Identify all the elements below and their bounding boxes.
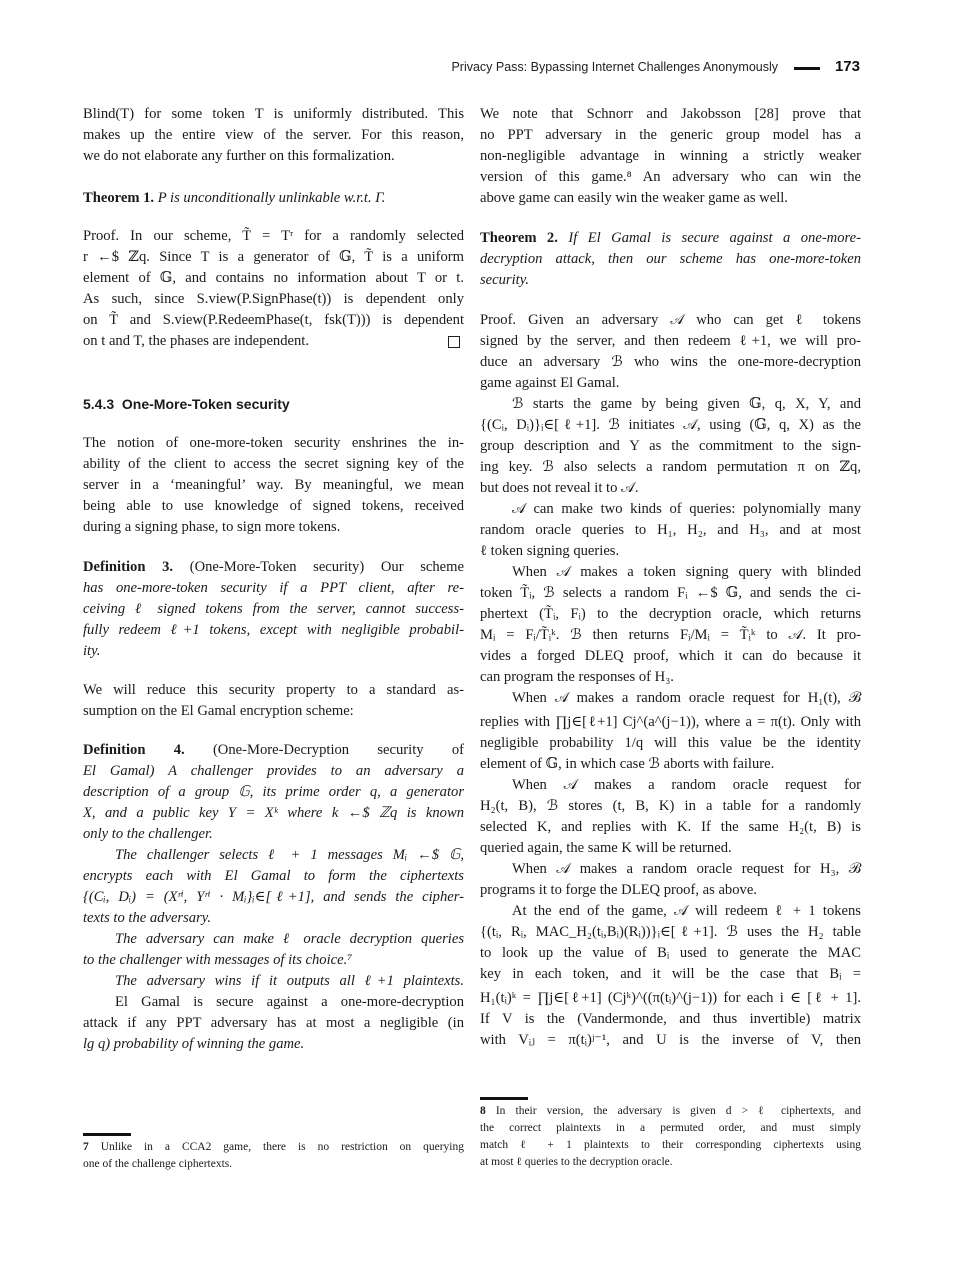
proof-line: programs it to forge the DLEQ proof, as above. bbox=[480, 882, 757, 898]
definition-line: only to the challenger. bbox=[83, 826, 213, 842]
text-line: Blind(T) for some token T is uniformly distributed. This bbox=[83, 106, 464, 122]
proof-line: element of 𝔾, in which case ℬ aborts with failure. bbox=[480, 756, 775, 772]
theorem-line: decryption attack, then our scheme has one-more-token bbox=[480, 251, 861, 267]
proof-line: When 𝒜 makes a token signing query with blinded bbox=[512, 564, 861, 580]
proof-line: selected K, and replies with K. If the same H₂(t, B) is bbox=[480, 819, 861, 835]
text-line: during a signing phase, to sign more tokens. bbox=[83, 519, 341, 535]
proof-line: Mᵢ = Fᵢ/T̃ᵢᵏ. ℬ then returns Fᵢ/Mᵢ = T̃ᵢᵏ to 𝒜. It pro- bbox=[480, 627, 861, 643]
theorem-line: security. bbox=[480, 272, 530, 288]
definition-line: The adversary wins if it outputs all ℓ+1 plaintexts. bbox=[115, 973, 464, 989]
definition-line: encrypts each with El Gamal to form the ciphertexts bbox=[83, 868, 464, 884]
text-line: ability of the client to access the secret signing key of the bbox=[83, 456, 464, 472]
proof-line: signed by the server, and then redeem ℓ+1, we will pro- bbox=[480, 333, 861, 349]
proof-line: game against El Gamal. bbox=[480, 375, 620, 391]
definition-4-label: Definition 4. bbox=[83, 742, 185, 758]
footnote-7-line bbox=[83, 1139, 464, 1156]
definition-line: description of a group 𝔾, its prime order q, a generator bbox=[83, 784, 464, 800]
theorem-line: If El Gamal is secure against a one-more- bbox=[568, 230, 861, 246]
proof-line: phertext (T̃ᵢ, Fᵢ) to the decryption oracle, which returns bbox=[480, 606, 861, 622]
proof-line: on T̃ and S.view(P.RedeemPhase(t, fsk(T))) is dependent bbox=[83, 312, 464, 328]
definition-line: The adversary can make ℓ oracle decryption queries bbox=[115, 931, 464, 947]
proof-line: When 𝒜 makes a random oracle request for H₁(t), ℬ bbox=[512, 690, 861, 706]
footnote-8-line bbox=[480, 1103, 861, 1120]
footnote-text: one of the challenge ciphertexts. bbox=[83, 1158, 233, 1170]
section-title: One-More-Token security bbox=[121, 396, 290, 412]
proof-line: When 𝒜 makes a random oracle request for bbox=[512, 777, 861, 793]
proof-line: H₂(t, B), ℬ stores (t, B, K) in a table for a randomly bbox=[480, 798, 861, 814]
definition-line: fully redeem ℓ+1 tokens, except with negligible probabil- bbox=[83, 622, 464, 638]
proof-line: H₁(tᵢ)ᵏ = ∏j∈[ℓ+1] (Cjᵏ)^((π(tᵢ)^(j−1)) for each i ∈ [ℓ + 1]. bbox=[480, 990, 861, 1006]
definition-line: attack if any PPT adversary has at most a negligible (in bbox=[83, 1015, 464, 1031]
qed-square-icon bbox=[448, 336, 460, 348]
proof-line: ℓ token signing queries. bbox=[480, 543, 620, 559]
proof-line: queried again, the same K will be returned. bbox=[480, 840, 732, 856]
text-line: makes up the entire view of the server. For this reason, bbox=[83, 127, 464, 143]
definition-4-first bbox=[83, 740, 464, 761]
proof-line: token T̃ᵢ, ℬ selects a random Fᵢ ←$ 𝔾, and sends the ci- bbox=[480, 585, 861, 601]
text-line: We note that Schnorr and Jakobsson [28] prove that bbox=[480, 106, 861, 122]
theorem-1 bbox=[83, 188, 464, 209]
definition-line: ceiving ℓ signed tokens from the server, cannot success- bbox=[83, 601, 464, 617]
definition-line: (One-More-Decryption security of bbox=[212, 742, 464, 758]
text-line: The notion of one-more-token security enshrines the in- bbox=[83, 435, 464, 451]
definition-line: The challenger selects ℓ + 1 messages Mᵢ ←$ 𝔾, bbox=[115, 847, 464, 863]
section-number: 5.4.3 bbox=[83, 396, 115, 412]
footnote-text: Unlike in a CCA2 game, there is no restriction on querying bbox=[100, 1141, 464, 1153]
theorem-1-text: P is unconditionally unlinkable w.r.t. Γ. bbox=[157, 190, 386, 206]
proof-line: If V is the (Vandermonde, and thus invertible) matrix bbox=[480, 1011, 861, 1027]
definition-line: ity. bbox=[83, 643, 101, 659]
proof-line: As such, since S.view(P.SignPhase(t)) is dependent only bbox=[83, 291, 464, 307]
proof-line: replies with ∏j∈[ℓ+1] Cj^(a^(j−1)), where a = π(t). Only with bbox=[480, 714, 861, 730]
footnote-8-number: 8 bbox=[480, 1105, 486, 1117]
section-heading bbox=[83, 394, 464, 415]
definition-line: X, and a public key Y = Xᵏ where k ←$ ℤq is known bbox=[83, 805, 464, 821]
proof-line: on t and T, the phases are independent. bbox=[83, 333, 309, 349]
text-line: we do not elaborate any further on this formalization. bbox=[83, 148, 395, 164]
text-line: non-negligible advantage in winning a strictly weaker bbox=[480, 148, 861, 164]
running-header bbox=[0, 58, 860, 78]
proof-line: Proof. In our scheme, T̃ = Tʳ for a randomly selected bbox=[83, 228, 464, 244]
definition-line: lg q) probability of winning the game. bbox=[83, 1036, 305, 1052]
footnote-rule bbox=[83, 1133, 131, 1136]
text-line: server in a ‘meaningful’ way. By meaningful, we mean bbox=[83, 477, 464, 493]
footnote-text: match ℓ + 1 plaintexts to their corresponding ciphertexts using bbox=[480, 1139, 861, 1151]
footnote-text: In their version, the adversary is given d > ℓ ciphertexts, and bbox=[495, 1105, 862, 1117]
proof-line: Proof. Given an adversary 𝒜 who can get ℓ tokens bbox=[480, 312, 861, 328]
proof-line: to look up the value of Bᵢ used to generate the MAC bbox=[480, 945, 861, 961]
definition-line: (One-More-Token security) Our scheme bbox=[189, 559, 464, 575]
proof-line: group description and Y as the commitment to the sign- bbox=[480, 438, 861, 454]
proof-line: {(tᵢ, Rᵢ, MAC_H₂(tᵢ,Bᵢ)(Rᵢ))}ᵢ∈[ℓ+1]. ℬ uses the H₂ table bbox=[480, 924, 861, 940]
definition-3-label: Definition 3. bbox=[83, 559, 174, 575]
text-line: version of this game.⁸ An adversary who can win the bbox=[480, 169, 861, 185]
proof-line: key in each token, and it will be the case that Bᵢ = bbox=[480, 966, 861, 982]
proof-line: with Vᵢⱼ = π(tᵢ)ʲ⁻¹, and U is the inverse of V, then bbox=[480, 1032, 861, 1048]
proof-line: When 𝒜 makes a random oracle request for H₃, ℬ bbox=[512, 861, 861, 877]
proof-line: 𝒜 can make two kinds of queries: polynomially many bbox=[512, 501, 861, 517]
proof-line: {(Cᵢ, Dᵢ)}ᵢ∈[ℓ+1]. ℬ initiates 𝒜, using (𝔾, q, X) as the bbox=[480, 417, 861, 433]
theorem-1-label: Theorem 1. bbox=[83, 190, 155, 206]
page-number: 173 bbox=[834, 58, 860, 75]
proof-line: random oracle queries to H₁, H₂, and H₃, and at most bbox=[480, 522, 861, 538]
footnote-7-number: 7 bbox=[83, 1141, 89, 1153]
definition-line: El Gamal) A challenger provides to an adversary a bbox=[83, 763, 464, 779]
proof-line: negligible probability 1/q will this value be the identity bbox=[480, 735, 861, 751]
definition-3-first bbox=[83, 557, 464, 578]
theorem-2-label: Theorem 2. bbox=[480, 230, 558, 246]
definition-line: to the challenger with messages of its choice.⁷ bbox=[83, 952, 353, 968]
running-title: Privacy Pass: Bypassing Internet Challenges Anonymously bbox=[451, 60, 778, 74]
text-line: being able to use knowledge of signed tokens, received bbox=[83, 498, 464, 514]
footnote-rule bbox=[480, 1097, 528, 1100]
proof-line: vides a forged DLEQ proof, which it can do because it bbox=[480, 648, 861, 664]
text-line: We will reduce this security property to a standard as- bbox=[83, 682, 464, 698]
proof-line: At the end of the game, 𝒜 will redeem ℓ + 1 tokens bbox=[512, 903, 861, 919]
proof-line: ing key. ℬ also selects a random permutation π on ℤq, bbox=[480, 459, 861, 475]
footnote-text: at most ℓ queries to the decryption oracle. bbox=[480, 1156, 673, 1168]
definition-line: {(Cᵢ, Dᵢ) = (Xʳⁱ, Yʳⁱ · Mᵢ}ᵢ∈[ℓ+1], and sends the cipher- bbox=[83, 889, 464, 905]
proof-line: r ←$ ℤq. Since T is a generator of 𝔾, T̃ is a uniform bbox=[83, 249, 464, 265]
proof-line: element of 𝔾, and contains no information about T or t. bbox=[83, 270, 464, 286]
definition-line: has one-more-token security if a PPT client, after re- bbox=[83, 580, 464, 596]
text-line: sumption on the El Gamal encryption scheme: bbox=[83, 703, 354, 719]
proof-line-last bbox=[83, 331, 464, 352]
proof-line: duce an adversary ℬ who wins the one-more-decryption bbox=[480, 354, 861, 370]
footnote-text: the correct plaintexts in a permuted order, and must simply bbox=[480, 1122, 861, 1134]
definition-line: El Gamal is secure against a one-more-decryption bbox=[115, 994, 464, 1010]
proof-line: can program the responses of H₃. bbox=[480, 669, 674, 685]
text-line: no PPT adversary in the generic group model has a bbox=[480, 127, 861, 143]
definition-line: texts to the adversary. bbox=[83, 910, 212, 926]
proof-line: but does not reveal it to 𝒜. bbox=[480, 480, 639, 496]
header-rule bbox=[794, 67, 820, 70]
text-line: above game can easily win the weaker game as well. bbox=[480, 190, 788, 206]
theorem-2-first bbox=[480, 228, 861, 249]
proof-line: ℬ starts the game by being given 𝔾, q, X, Y, and bbox=[512, 396, 861, 412]
